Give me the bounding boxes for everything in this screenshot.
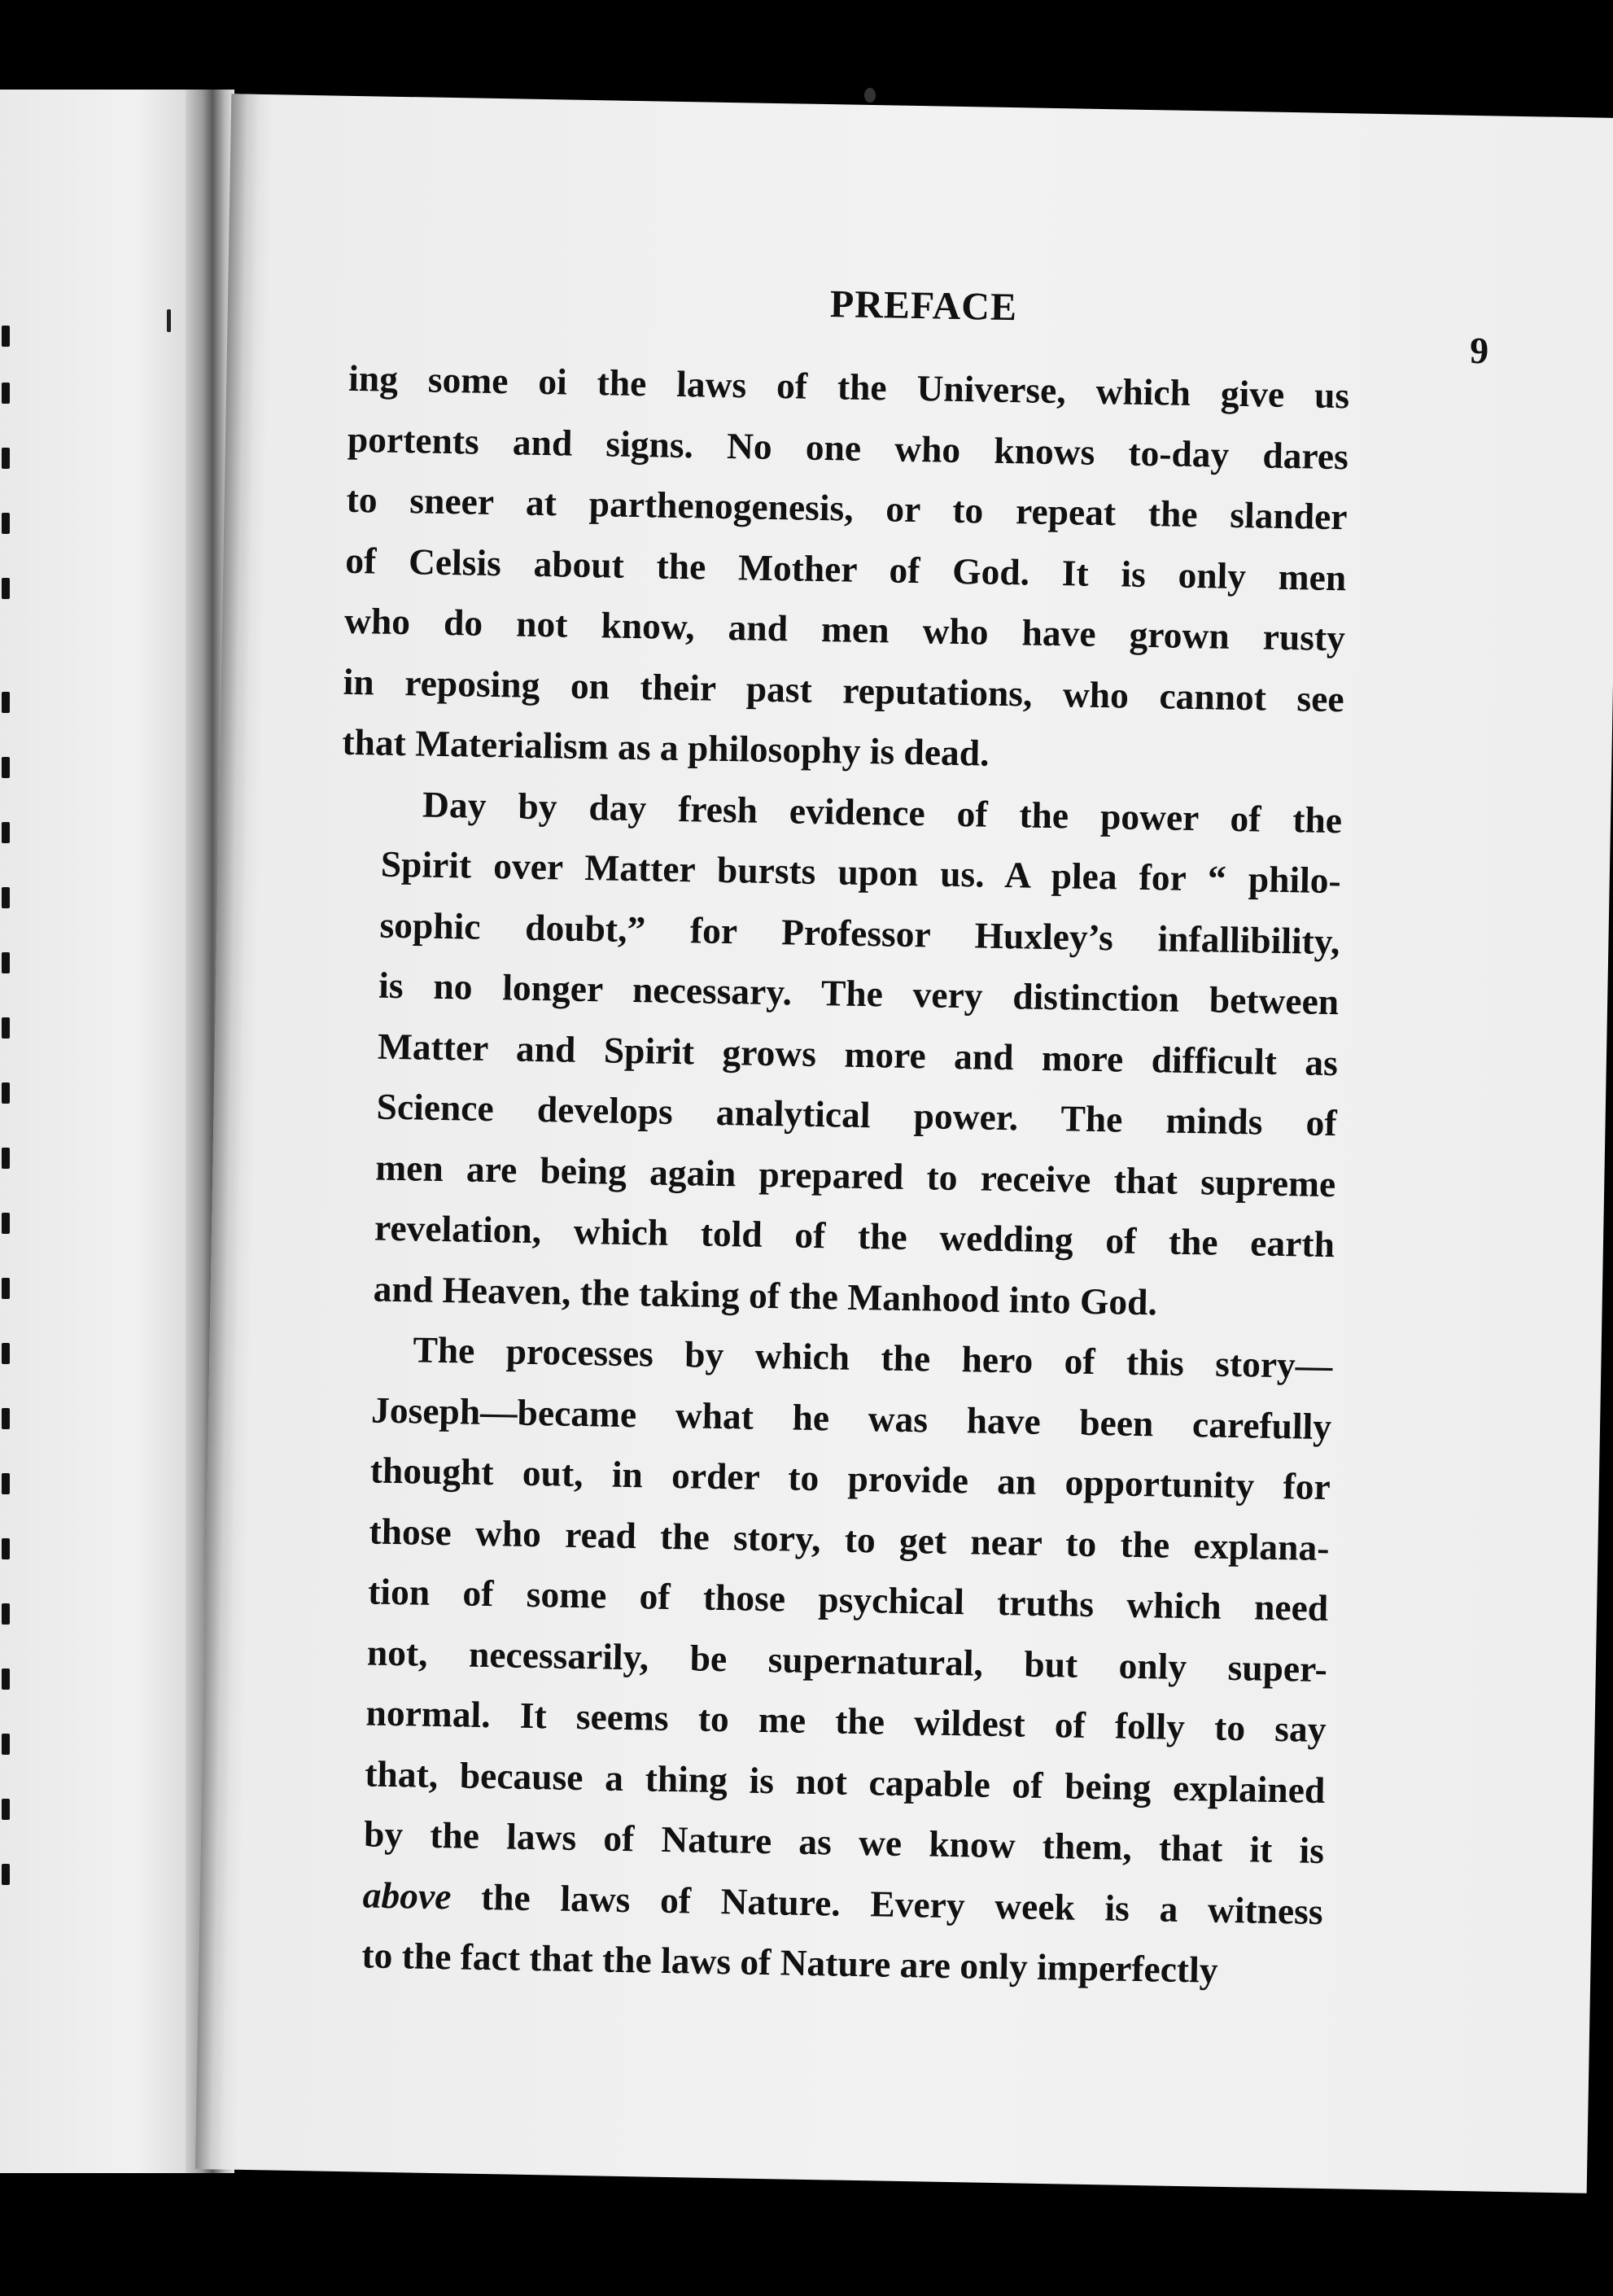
text-line: revelation, which told of the wedding of the earth	[374, 1206, 1335, 1266]
text-line: is no longer necessary. The very distinction between	[378, 964, 1340, 1023]
text-line: that, because a thing is not capable of being explained	[364, 1752, 1326, 1811]
text-line: of Celsis about the Mother of God. It is only men	[344, 539, 1347, 598]
text-line: Matter and Spirit grows more and more difficult as	[377, 1025, 1339, 1083]
text-line: Science develops analytical power. The minds of	[376, 1085, 1337, 1144]
text-line: to the fact that the laws of Nature are only imperfectly	[361, 1934, 1218, 1991]
text-line: who do not know, and men who have grown rusty	[343, 599, 1346, 659]
text-line: normal. It seems to me the wildest of folly to say	[365, 1691, 1327, 1751]
paragraph-1	[342, 348, 1350, 790]
text-line: Day by day fresh evidence of the power of the	[422, 783, 1343, 841]
text-line: tion of some of those psychical truths which need	[367, 1570, 1329, 1629]
paragraph-2	[332, 772, 1343, 1336]
text-line: Spirit over Matter bursts upon us. A plea for “ philo-	[380, 842, 1342, 902]
text-line: that Materialism as a philosophy is dead.	[342, 720, 990, 774]
body-text	[321, 348, 1350, 2003]
text-line: and Heaven, the taking of the Manhood into God.	[373, 1267, 1158, 1323]
book-page	[195, 94, 1613, 2193]
text-line: not, necessarily, be supernatural, but only super-	[366, 1630, 1328, 1690]
facing-page	[0, 90, 195, 2173]
text-line: The processes by which the hero of this story—	[413, 1328, 1333, 1387]
scan-speck	[864, 88, 876, 103]
text-line: Joseph—became what he was have been carefully	[370, 1389, 1332, 1447]
page-number: 9	[1469, 329, 1489, 372]
text-line: those who read the story, to get near to the explana-	[369, 1509, 1330, 1568]
text-line: portents and signs. No one who knows to-day dares	[347, 418, 1349, 477]
emphasized-word: above	[362, 1873, 452, 1917]
text-line: ing some oi the laws of the Universe, which give us	[348, 356, 1350, 417]
text-line: by the laws of Nature as we know them, that it is	[363, 1813, 1325, 1872]
text-line: to sneer at parthenogenesis, or to repeat the slander	[346, 478, 1348, 538]
facing-page-text-edge	[0, 90, 16, 2173]
paragraph-3	[321, 1319, 1333, 2003]
running-head: PREFACE	[829, 282, 1018, 330]
text-line: men are being again prepared to receive that supreme	[374, 1146, 1336, 1205]
text-line: thought out, in order to provide an opportunity for	[369, 1449, 1331, 1508]
text-line-rest: the laws of Nature. Every week is a witness	[450, 1874, 1324, 1932]
scan-speck	[167, 309, 171, 332]
text-line: sophic doubt,” for Professor Huxley’s infallibility,	[379, 903, 1340, 962]
text-line: in reposing on their past reputations, who cannot see	[343, 660, 1345, 719]
